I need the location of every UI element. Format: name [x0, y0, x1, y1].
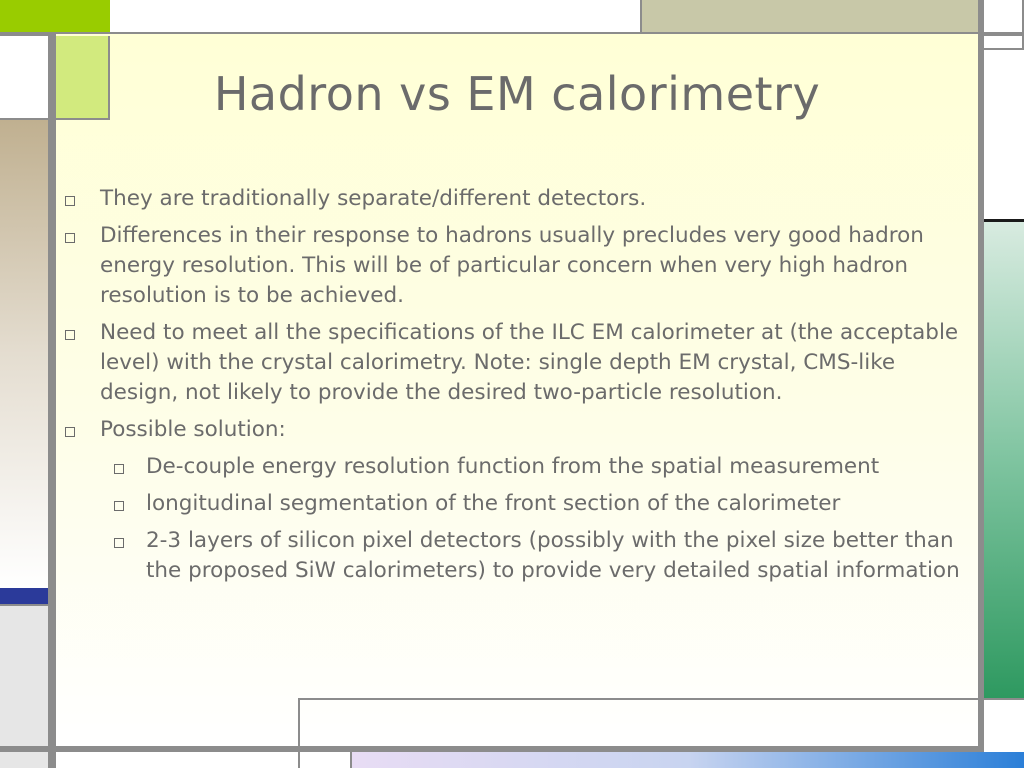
- bullet-item: [62, 184, 962, 214]
- slide-body: [62, 184, 962, 593]
- sub-bullet-item: [62, 526, 962, 586]
- square-bullet-icon: [65, 427, 75, 437]
- square-bullet-icon: [65, 196, 75, 206]
- sub-bullet-item: [62, 489, 962, 519]
- left-blue-bar: [0, 588, 48, 604]
- left-tan-gradient-bar: [0, 118, 48, 588]
- sub-bullet-item: [62, 452, 962, 482]
- slide-title: Hadron vs EM calorimetry: [213, 67, 821, 121]
- bullet-text: Possible solution:: [100, 417, 286, 442]
- square-bullet-icon: [114, 464, 124, 474]
- bullet-item: [62, 318, 962, 408]
- left-white-strip: [0, 36, 48, 118]
- bullet-text: They are traditionally separate/different detectors.: [100, 186, 647, 211]
- bullet-text: Need to meet all the specifications of the ILC EM calorimeter at (the acceptable level) with the crystal calorimetry. Note: single depth EM crystal, CMS-like design, not likely to provide the desired two-particle resolution.: [100, 320, 959, 405]
- sub-bullet-text: De-couple energy resolution function from the spatial measurement: [146, 454, 880, 479]
- square-bullet-icon: [65, 330, 75, 340]
- top-left-green-block: [0, 0, 110, 34]
- bottom-gradient-bar: [350, 752, 1024, 768]
- square-bullet-icon: [114, 501, 124, 511]
- square-bullet-icon: [114, 538, 124, 548]
- bullet-text: Differences in their response to hadrons usually precludes very good hadron energy resolution. This will be of particular concern when very high hadron resolution is to be achieved.: [100, 223, 924, 308]
- sub-bullet-text: longitudinal segmentation of the front section of the calorimeter: [146, 491, 841, 516]
- bullet-item: [62, 415, 962, 445]
- right-lower-line: [984, 698, 1024, 700]
- bullet-item: [62, 221, 962, 311]
- bullet-list: [62, 184, 962, 586]
- square-bullet-icon: [65, 233, 75, 243]
- left-gray-block: [0, 604, 48, 768]
- sub-bullet-text: 2-3 layers of silicon pixel detectors (possibly with the pixel size better than the proposed SiW calorimeters) to provide very detailed spatial information: [146, 528, 960, 583]
- right-sea-green-bar: [984, 222, 1024, 698]
- left-frame-line: [48, 34, 56, 768]
